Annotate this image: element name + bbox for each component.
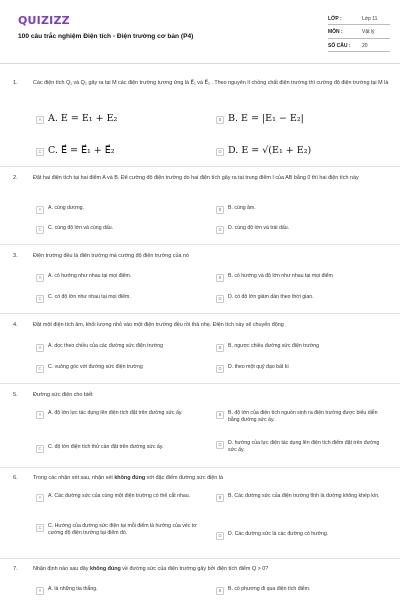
option-letter: C: [36, 226, 44, 234]
option-text: C. cùng độ lớn và cùng dấu.: [48, 225, 114, 231]
option-letter: A: [36, 587, 44, 595]
option-text: A. E = E₁ + E₂: [48, 113, 118, 124]
meta-row-subject: [328, 28, 390, 39]
option-b[interactable]: [216, 205, 386, 214]
option-letter: C: [36, 445, 44, 453]
option-letter: C: [36, 524, 44, 532]
question-number: 2.: [13, 175, 18, 181]
option-text: C. Hướng của đường sức điện tại mỗi điểm là hướng của véc tơ cường độ điện trường tại điểm đó.: [48, 523, 197, 537]
option-c[interactable]: [36, 146, 206, 156]
option-b[interactable]: [216, 586, 386, 595]
worksheet-header: [0, 0, 400, 62]
question-divider: [0, 166, 400, 167]
option-letter: A: [36, 494, 44, 502]
meta-row-count: [328, 41, 390, 52]
question-divider: [0, 558, 400, 559]
option-text: B. ngược chiều đường sức điện trường: [228, 343, 319, 349]
option-text: C. vuông góc với đường sức điện trường: [48, 364, 143, 370]
option-a[interactable]: [36, 273, 206, 282]
option-letter: D: [216, 148, 224, 156]
question-number: 3.: [13, 253, 18, 259]
option-text: D. hướng của lực điện tác dụng lên điện tích điểm đặt trên đường sức ấy.: [228, 440, 380, 454]
option-text: B. cùng âm.: [228, 205, 256, 211]
option-a[interactable]: [36, 586, 206, 595]
option-text: A. độ lớn lực tác dụng lên điện tích đặt trên đường sức ấy.: [48, 410, 183, 416]
question-text: Đường sức điện cho biết: [33, 392, 93, 398]
option-letter: D: [216, 441, 224, 449]
question-text-end: với đặc điểm đường sức điện là: [145, 475, 223, 481]
option-letter: B: [216, 587, 224, 595]
option-letter: D: [216, 365, 224, 373]
question-text: [33, 566, 389, 573]
question-number: 1.: [13, 80, 18, 86]
option-text: B. độ lớn của điện tích nguồn sinh ra điện trường được biểu diễn bằng đường sức ấy.: [228, 410, 378, 424]
option-a[interactable]: [36, 410, 196, 419]
option-text: A. là những tia thẳng.: [48, 586, 98, 592]
option-d[interactable]: [216, 146, 386, 156]
option-text: B. có hướng và độ lớn như nhau tại mọi điểm: [228, 273, 333, 279]
header-divider: [0, 63, 400, 64]
option-letter: B: [216, 411, 224, 419]
quizizz-logo: QUIZIZZ: [18, 14, 70, 27]
option-b[interactable]: [216, 114, 386, 124]
option-text: D. E = √(E₁ + E₂): [228, 145, 312, 156]
question-text-start: Trong các nhận xét sau, nhận xét: [33, 475, 115, 481]
question-text: Các điện tích Q₁ và Q₂ gây ra tại M các điện trường tương ứng là E⃗₁ và E⃗₂ . Theo nguyên lí chồng chất điện trường thì cường độ điện trường tại M là: [33, 80, 389, 86]
question-number: 4.: [13, 322, 18, 328]
meta-row-class: [328, 14, 390, 25]
option-d[interactable]: [216, 531, 384, 540]
option-text: B. E = |E₁ − E₂|: [228, 113, 304, 124]
option-letter: A: [36, 344, 44, 352]
question-divider: [0, 313, 400, 314]
option-letter: A: [36, 206, 44, 214]
question-text: Điện trường đều là điện trường mà cường độ điện trường của nó: [33, 253, 189, 259]
question-text: [33, 475, 389, 482]
option-letter: C: [36, 365, 44, 373]
option-letter: B: [216, 274, 224, 282]
option-text: D. theo một quỹ đạo bất kì: [228, 364, 289, 370]
option-a[interactable]: [36, 114, 206, 124]
option-c[interactable]: [36, 444, 211, 453]
option-letter: B: [216, 494, 224, 502]
question-number: 5.: [13, 392, 18, 398]
option-a[interactable]: [36, 205, 206, 214]
option-c[interactable]: [36, 523, 206, 537]
option-b[interactable]: [216, 493, 384, 502]
option-a[interactable]: [36, 493, 198, 502]
option-text: D. Các đường sức là các đường có hướng.: [228, 531, 329, 537]
option-letter: D: [216, 532, 224, 540]
question-text: Đặt một điện tích âm, khối lượng nhỏ vào một điện trường đều rồi thả nhẹ. Điện tích này sẽ chuyển động: [33, 322, 284, 328]
option-a[interactable]: [36, 343, 206, 352]
option-text: D. có độ lớn giảm dần theo thời gian.: [228, 294, 314, 300]
option-text: C. E⃗ = E⃗₁ + E⃗₂: [48, 145, 115, 156]
option-c[interactable]: [36, 364, 206, 373]
option-text: B. có phương đi qua điện tích điểm.: [228, 586, 311, 592]
option-c[interactable]: [36, 294, 206, 303]
option-text: D. cùng độ lớn và trái dấu.: [228, 225, 290, 231]
option-text: C. có độ lớn như nhau tại mọi điểm.: [48, 294, 131, 300]
option-d[interactable]: [216, 294, 391, 303]
option-text: A. cùng dương.: [48, 205, 85, 211]
question-number: 6.: [13, 475, 18, 481]
meta-label: LỚP :: [328, 15, 342, 22]
worksheet-title: 100 câu trắc nghiệm Điện tích - Điện trường cơ bản (P4): [18, 33, 194, 40]
meta-value: Lớp 11: [362, 15, 378, 22]
option-letter: D: [216, 226, 224, 234]
option-letter: C: [36, 148, 44, 156]
question-divider: [0, 383, 400, 384]
option-d[interactable]: [216, 364, 386, 373]
option-b[interactable]: [216, 273, 391, 282]
option-d[interactable]: [216, 440, 384, 454]
question-text-emphasis: không đúng: [114, 475, 146, 481]
question-text: Đặt hai điện tích tại hai điểm A và B. Để cường độ điện trường do hai điện tích gây ra tại trung điểm I của AB bằng 0 thì hai điện tích này: [33, 175, 359, 181]
option-c[interactable]: [36, 225, 206, 234]
option-letter: D: [216, 295, 224, 303]
option-text: A. có hướng như nhau tại mọi điểm.: [48, 273, 132, 279]
option-letter: A: [36, 116, 44, 124]
option-d[interactable]: [216, 225, 386, 234]
option-letter: C: [36, 295, 44, 303]
option-b[interactable]: [216, 343, 386, 352]
option-letter: B: [216, 206, 224, 214]
meta-label: MÔN :: [328, 29, 343, 36]
option-text: B. Các đường sức của điện trường tĩnh là đường không khép kín.: [228, 493, 380, 499]
option-letter: B: [216, 116, 224, 124]
option-letter: A: [36, 411, 44, 419]
question-divider: [0, 467, 400, 468]
meta-value: 20: [362, 42, 368, 49]
option-letter: A: [36, 274, 44, 282]
question-number: 7.: [13, 566, 18, 572]
question-text-start: Nhận định nào sau đây: [33, 566, 90, 572]
question-text-end: về đường sức của điện trường gây bởi điện tích điểm Q > 0?: [120, 566, 269, 572]
option-text: A. Các đường sức của cùng một điện trường có thể cắt nhau.: [48, 493, 191, 499]
option-b[interactable]: [216, 410, 384, 424]
option-letter: B: [216, 344, 224, 352]
question-divider: [0, 244, 400, 245]
worksheet-meta: [328, 14, 390, 55]
meta-value: Vật lý: [362, 29, 375, 36]
option-text: A. dọc theo chiều của các đường sức điện trường: [48, 343, 163, 349]
question-text-emphasis: không đúng: [89, 566, 121, 572]
option-text: C. độ lớn điện tích thử cần đặt trên đường sức ấy.: [48, 444, 164, 450]
meta-label: SỐ CÂU :: [328, 42, 351, 49]
